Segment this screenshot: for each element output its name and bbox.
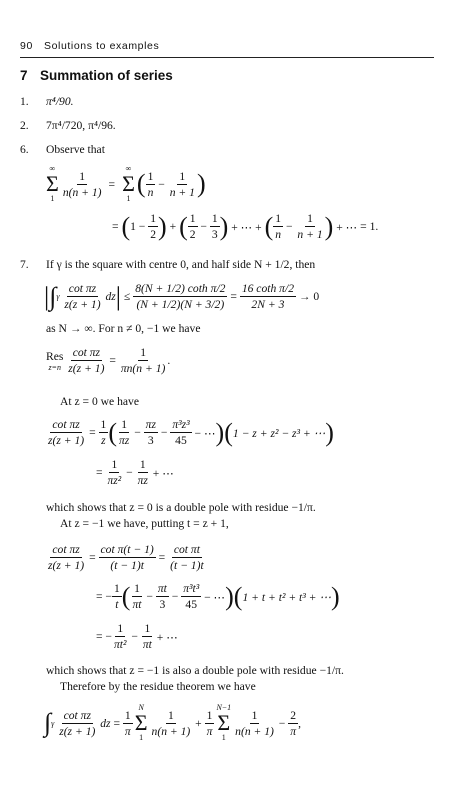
equation-residue-sum: ∫ γ $\frac{\text{cot πz}}{z(z + 1)}$ dz = $\frac{1}{\pi}$ N Σ 1 $\frac{1}{n(n + 1)}$ + $\frac{1}{\pi}$ N−1 Σ 1 $\frac{1}{n(n + 1)}$ − $\frac{2}{\pi}$ , (44, 703, 301, 742)
item-number: 1. (20, 95, 29, 108)
paragraph-therefore: Therefore by the residue theorem we have (60, 680, 256, 693)
equation-zm1-result: = − $\frac{1}{\text{πt²}}$ − $\frac{1}{\pi t}$ + ⋯ (96, 622, 178, 651)
paragraph-at-zm1: At z = −1 we have, putting t = z + 1, (60, 517, 229, 530)
item-text: π⁴/90. (46, 95, 74, 108)
summation: N Σ 1 (134, 703, 148, 742)
equation-z0-expansion: $\frac{\text{cot πz}}{z(z + 1)}$ = $\frac{1}{z}$ ( $\frac{1}{\pi z}$ − $\frac{\pi z}{3}$ − $\frac{\text{π³z³}}{45}$ − ⋯ ) ( 1 − z + z² − z³ + ⋯ ) (48, 417, 334, 447)
paragraph-as-n: as N → ∞. For n ≠ 0, −1 we have (46, 322, 201, 335)
summation: ∞ Σ 1 (46, 164, 59, 203)
summation: N−1 Σ 1 (216, 703, 232, 742)
paragraph-shows-0: which shows that z = 0 is a double pole with residue −1/π. (46, 501, 316, 514)
item-number: 6. (20, 143, 29, 156)
item-text: Observe that (46, 143, 105, 156)
running-title: Solutions to examples (44, 40, 160, 52)
item-number: 7. (20, 258, 29, 271)
equation-6b: = ( 1 − $\frac{1}{2}$ ) + ( $\frac{1}{2}$ − $\frac{1}{3}$ ) + ⋯ + ( $\frac{1}{n}$ − $\frac{1}{n + 1}$ ) + ⋯ = 1. (112, 211, 379, 241)
item-number: 2. (20, 119, 29, 132)
equation-zm1-expansion: = − $\frac{1}{t}$ ( $\frac{1}{\pi t}$ − $\frac{\pi t}{3}$ − $\frac{\text{π³t³}}{45}$ − ⋯ ) ( 1 + t + t² + t³ + ⋯ ) (96, 581, 340, 611)
equation-6a: ∞ Σ 1 $\frac{1}{n(n + 1)}$ = ∞ Σ 1 ( $\frac{1}{n}$ − $\frac{1}{n + 1}$ ) (46, 164, 206, 203)
paragraph-shows-m1: which shows that z = −1 is also a double pole with residue −1/π. (46, 664, 344, 677)
paragraph-at-z0: At z = 0 we have (60, 395, 139, 408)
header-rule (20, 57, 434, 58)
item-text: 7π⁴/720, π⁴/96. (46, 119, 116, 132)
equation-7-bound: | ∫ γ $\frac{\text{cot πz}}{z(z + 1)}$ dz | ≤ $\frac{\text{8(N + 1/2) coth π/2}}{(N + 1/2)(N + 3/2)}$ = $\frac{\text{16 coth π/2}}{2N + 3}$ → 0 (44, 281, 320, 311)
equation-zm1-substitution: $\frac{\text{cot πz}}{z(z + 1)}$ = $\frac{\text{cot π(t − 1)}}{(t - 1)t}$ = $\frac{\text{cot πt}}{(t - 1)t}$ (48, 543, 204, 572)
section-title: Summation of series (40, 68, 173, 83)
summation: ∞ Σ 1 (122, 164, 135, 203)
page-number: 90 (20, 40, 33, 52)
section-number: 7 (20, 68, 28, 83)
equation-z0-result: = $\frac{1}{\text{πz²}}$ − $\frac{1}{\pi z}$ + ⋯ (96, 458, 174, 487)
item-text: If γ is the square with centre 0, and half side N + 1/2, then (46, 258, 316, 271)
equation-residue-n: Res z=n $\frac{\text{cot πz}}{z(z + 1)}$ = $\frac{1}{\pi n(n + 1)}$ . (46, 346, 171, 375)
